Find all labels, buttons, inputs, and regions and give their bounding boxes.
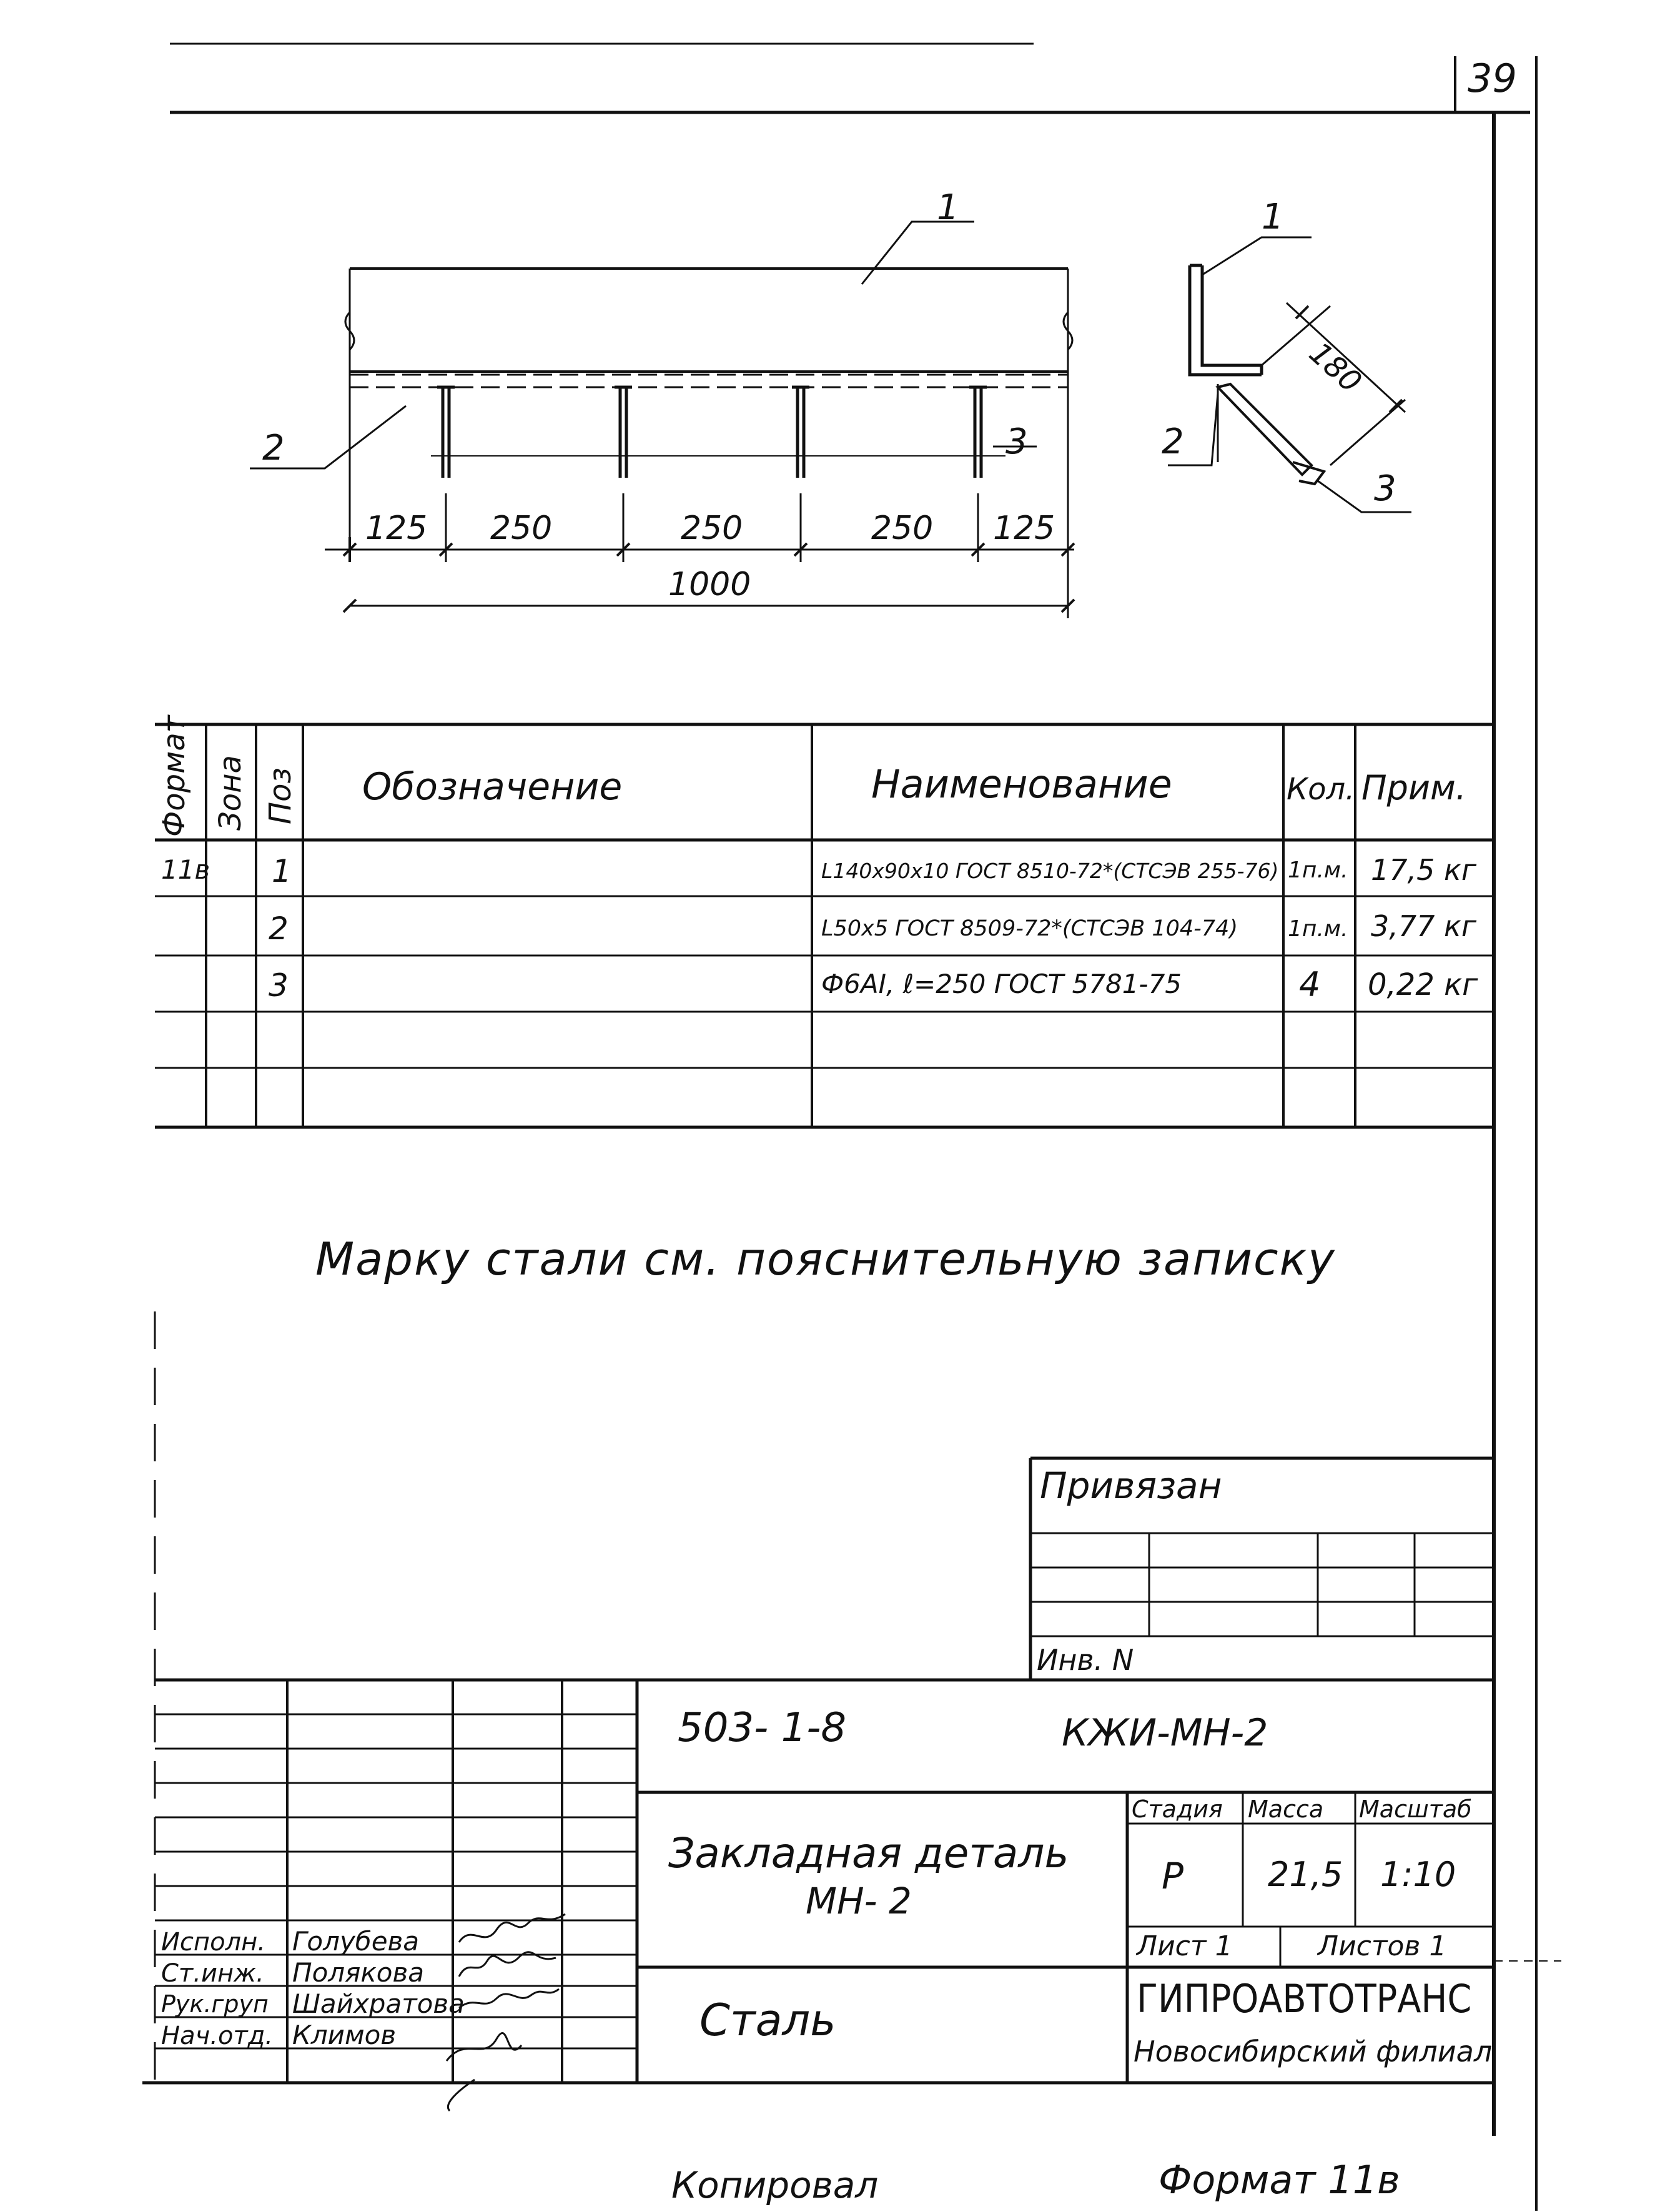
header-designation: Обозначение <box>362 765 623 809</box>
row3-note: 0,22 кг <box>1368 967 1478 1002</box>
stage-value: Р <box>1162 1855 1183 1897</box>
dim-125-right: 125 <box>993 510 1055 547</box>
role-senior-engineer: Ст.инж. <box>161 1959 264 1988</box>
drawing-code: КЖИ-МН-2 <box>1062 1711 1268 1755</box>
org-branch: Новосибирский филиал <box>1134 2035 1493 2068</box>
header-pos: Поз <box>263 768 298 824</box>
dim-250-1: 250 <box>490 510 553 547</box>
steel-grade-note: Марку стали см. пояснительную записку <box>315 1233 1336 1285</box>
name-executor: Голубева <box>292 1926 420 1957</box>
stage-header: Стадия <box>1132 1795 1223 1823</box>
part-name-line1: Закладная деталь <box>668 1829 1069 1877</box>
row1-pos: 1 <box>272 853 292 889</box>
scale-header: Масштаб <box>1359 1795 1472 1823</box>
dim-250-2: 250 <box>681 510 743 547</box>
section-dim-180: 180 <box>1302 335 1368 400</box>
header-zone: Зона <box>213 755 248 831</box>
material: Сталь <box>699 1995 836 2046</box>
header-name: Наименование <box>871 761 1172 807</box>
row2-name: L50x5 ГОСТ 8509-72*(СТСЭВ 104-74) <box>821 916 1238 941</box>
section-label-3: 3 <box>1374 468 1396 509</box>
binding-title: Привязан <box>1040 1464 1222 1507</box>
header-qty: Кол. <box>1287 772 1355 807</box>
name-senior-engineer: Полякова <box>292 1957 424 1988</box>
leader-label-3: 3 <box>1005 422 1028 462</box>
row1-name: L140x90x10 ГОСТ 8510-72*(СТСЭВ 255-76) <box>821 859 1279 883</box>
row1-note: 17,5 кг <box>1371 853 1476 887</box>
leader-label-2: 2 <box>262 428 285 468</box>
section-label-2: 2 <box>1162 422 1184 462</box>
copied-label: Копировал <box>671 2164 879 2206</box>
name-group-head: Шайхратова <box>292 1988 465 2019</box>
mass-value: 21,5 <box>1268 1855 1343 1894</box>
dim-125-left: 125 <box>365 510 428 547</box>
sheet-number: 39 <box>1468 56 1517 101</box>
dim-total: 1000 <box>668 566 751 603</box>
header-note: Прим. <box>1361 768 1466 807</box>
row3-qty: 4 <box>1299 965 1321 1004</box>
section-label-1: 1 <box>1262 197 1284 237</box>
org-name: ГИПРОАВТОТРАНС <box>1137 1976 1472 2022</box>
row2-pos: 2 <box>269 911 289 947</box>
name-dept-head: Климов <box>292 2020 397 2050</box>
format-label: Формат 11в <box>1159 2157 1400 2203</box>
scale-value: 1:10 <box>1380 1855 1456 1894</box>
leader-label-1: 1 <box>937 187 959 228</box>
sheets-label: Листов 1 <box>1318 1930 1447 1962</box>
row3-pos: 3 <box>269 967 289 1004</box>
row2-note: 3,77 кг <box>1371 909 1476 943</box>
dim-250-3: 250 <box>871 510 934 547</box>
sheet-label: Лист 1 <box>1137 1930 1233 1962</box>
row1-qty: 1п.м. <box>1288 857 1348 883</box>
part-name-line2: МН- 2 <box>806 1880 912 1922</box>
role-dept-head: Нач.отд. <box>161 2022 274 2050</box>
inv-label: Инв. N <box>1037 1643 1134 1677</box>
row1-format: 11в <box>161 854 210 885</box>
series-number: 503- 1-8 <box>678 1705 847 1751</box>
row2-qty: 1п.м. <box>1288 916 1348 942</box>
header-format: Формат <box>157 715 192 837</box>
mass-header: Масса <box>1248 1795 1324 1823</box>
role-executor: Исполн. <box>161 1928 265 1957</box>
row3-name: Ф6AI, ℓ=250 ГОСТ 5781-75 <box>821 969 1182 999</box>
role-group-head: Рук.груп <box>161 1990 269 2018</box>
